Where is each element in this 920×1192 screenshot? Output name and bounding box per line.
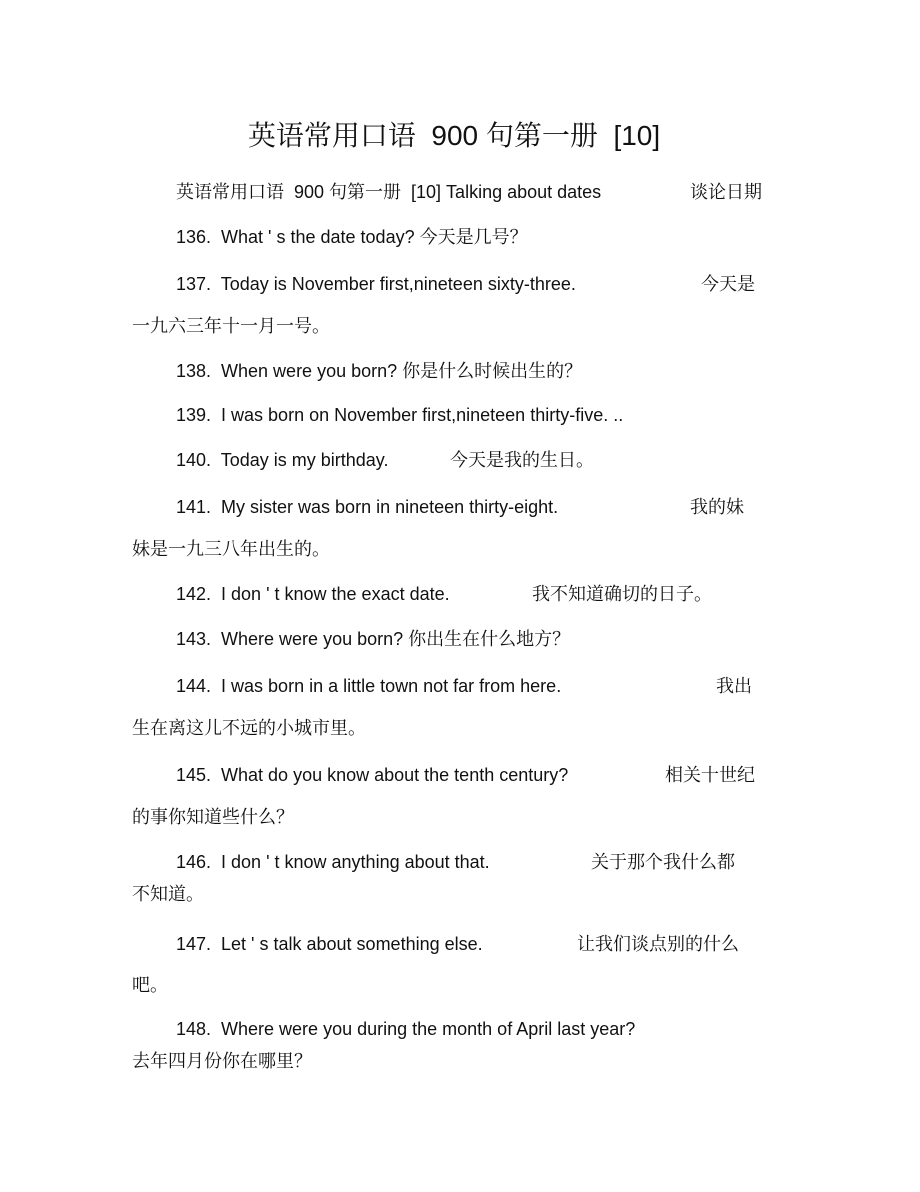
entry-146-translation-cont: 不知道。 [132, 884, 204, 904]
entry-146-translation: 关于那个我什么都 [591, 852, 735, 872]
entry-140-translation: 今天是我的生日。 [450, 450, 594, 470]
subtitle-english: 英语常用口语 900 句第一册 [10] Talking about dates [176, 182, 602, 202]
entry-147-translation: 让我们谈点别的什么 [577, 934, 739, 954]
entry-147-translation-cont: 吧。 [132, 975, 168, 995]
entry-140: 140. Today is my birthday. [176, 450, 389, 470]
entry-141-translation-cont: 妹是一九三八年出生的。 [132, 539, 330, 559]
entry-145: 145. What do you know about the tenth century? [176, 765, 569, 785]
entry-137-translation: 今天是 [701, 274, 755, 294]
entry-139: 139. I was born on November first,nineteen thirty-five. .. [176, 405, 624, 425]
entry-145-translation-cont: 的事你知道些什么？ [132, 807, 294, 827]
entry-136: 136. What ' s the date today? 今天是几号？ [176, 227, 528, 247]
page-title: 英语常用口语 900 句第一册 [10] [247, 120, 661, 151]
entry-138: 138. When were you born? 你是什么时候出生的？ [176, 361, 583, 381]
entry-143: 143. Where were you born? 你出生在什么地方？ [176, 629, 571, 649]
entry-141-translation: 我的妹 [690, 497, 744, 517]
entry-144-translation: 我出 [716, 676, 752, 696]
entry-142-translation: 我不知道确切的日子。 [532, 584, 712, 604]
entry-146: 146. I don ' t know anything about that. [176, 852, 490, 872]
entry-144: 144. I was born in a little town not far from here. [176, 676, 562, 696]
entry-142: 142. I don ' t know the exact date. [176, 584, 450, 604]
entry-137-translation-cont: 一九六三年十一月一号。 [132, 316, 330, 336]
subtitle-chinese: 谈论日期 [690, 182, 762, 202]
entry-137: 137. Today is November first,nineteen sixty-three. [176, 274, 576, 294]
entry-148: 148. Where were you during the month of April last year? [176, 1019, 636, 1039]
entry-147: 147. Let ' s talk about something else. [176, 934, 483, 954]
entry-145-translation: 相关十世纪 [665, 765, 755, 785]
entry-144-translation-cont: 生在离这儿不远的小城市里。 [132, 718, 366, 738]
entry-141: 141. My sister was born in nineteen thirty-eight. [176, 497, 559, 517]
entry-148-translation-cont: 去年四月份你在哪里？ [132, 1051, 312, 1071]
